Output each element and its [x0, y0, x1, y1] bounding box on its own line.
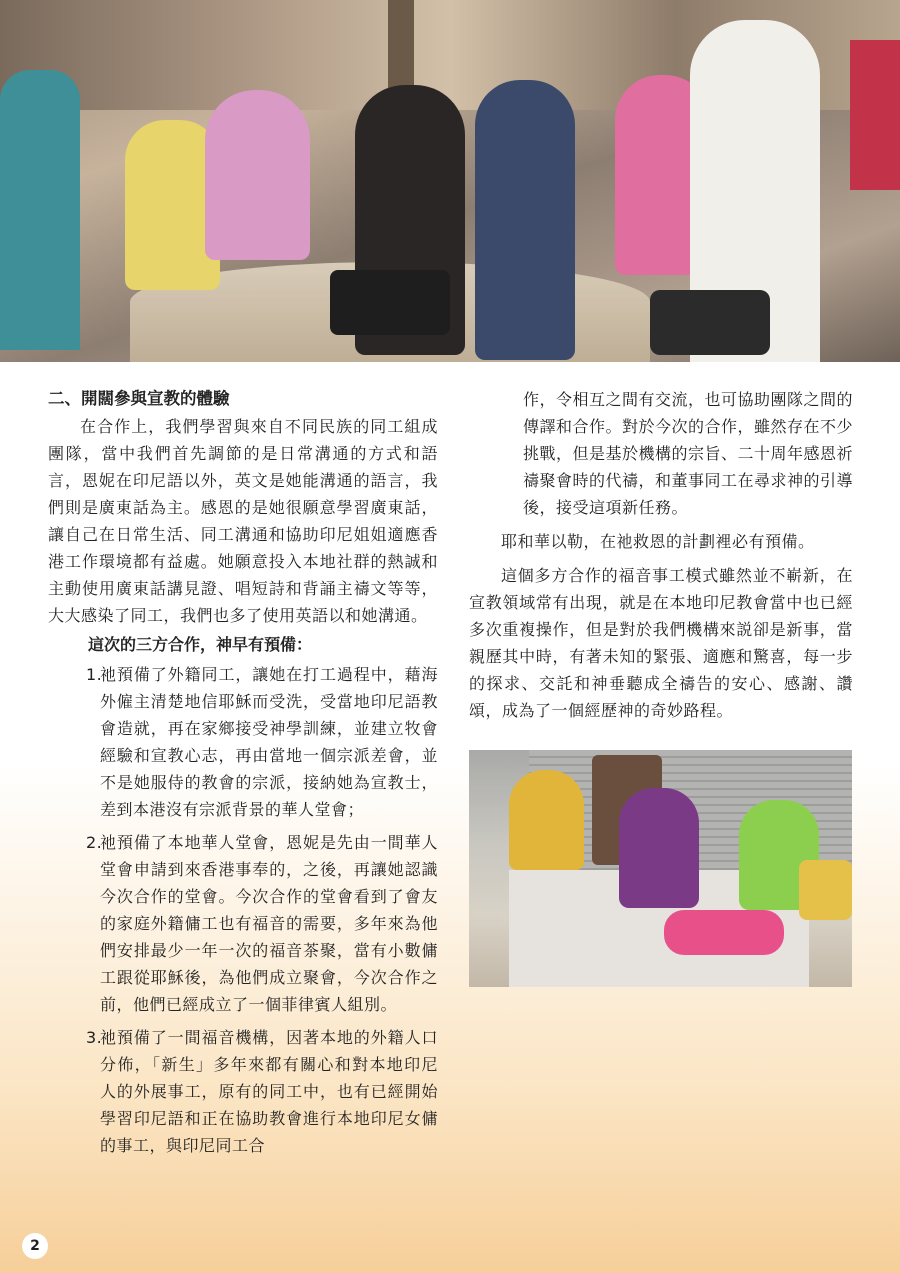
intro-paragraph: 在合作上，我們學習與來自不同民族的同工組成團隊，當中我們首先調節的是日常溝通的方式和語言，恩妮在印尼語以外，英文是她能溝通的語言，我們則是廣東話為主。感恩的是她很願意學習廣東話，讓自己在日常生活、同工溝通和協助印尼姐姐適應香港工作環境都有益處。她願意投入本地社群的熱誠和主動使用廣東話講見證、唱短詩和背誦主禱文等等，大大感染了同工，我們也多了使用英語以和她溝通。	[48, 417, 438, 625]
list-item-text: 祂預備了外籍同工，讓她在打工過程中，藉海外僱主清楚地信耶穌而受洗，受當地印尼語教會造就，再在家鄉接受神學訓練，並建立牧會經驗和宣教心志，再由當地一個宗派差會，並不是她服侍的教會的宗派，接納她為宣教士，差到本港沒有宗派背景的華人堂會；	[100, 665, 438, 819]
photo-person-pink-hijab	[205, 90, 310, 260]
photo-yellow-bag	[799, 860, 852, 920]
left-column	[48, 386, 438, 1165]
right-column	[469, 386, 853, 724]
photo-handbag	[330, 270, 450, 335]
list-number: 2.	[86, 833, 103, 852]
photo-woman-yellow-hijab	[509, 770, 584, 870]
photo-handbag-right	[650, 290, 770, 355]
page-number: 2	[22, 1233, 48, 1259]
bottom-photo	[469, 750, 852, 987]
subheading: 這次的三方合作，神早有預備：	[88, 635, 313, 654]
list-number: 3.	[86, 1028, 103, 1047]
top-photo	[0, 0, 900, 362]
list-item-text: 祂預備了一間福音機構，因著本地的外籍人口分佈，「新生」多年來都有關心和對本地印尼人的外展事工，原有的同工中，也有已經開始學習印尼語和正在協助教會進行本地印尼女傭的事工，與印尼同工合	[100, 1028, 438, 1155]
list-item-1	[86, 661, 438, 823]
closing-paragraph: 這個多方合作的福音事工模式雖然並不嶄新，在宣教領域常有出現，就是在本地印尼教會當中也已經多次重複操作，但是對於我們機構來説卻是新事，當親歷其中時，有著未知的緊張、適應和驚喜，每一步的探求、交託和神垂聽成全禱告的安心、感謝、讚頌，成為了一個經歷神的奇妙路程。	[469, 566, 853, 720]
photo-pink-pants	[664, 910, 784, 955]
list-number: 1.	[86, 665, 103, 684]
list-item-2	[86, 829, 438, 1018]
list-item-text: 祂預備了本地華人堂會，恩妮是先由一間華人堂會申請到來香港事奉的，之後，再讓她認識今次合作的堂會。今次合作的堂會看到了會友的家庭外籍傭工也有福音的需要，多年來為他們安排最少一年一次的福音茶聚，當有小數傭工跟從耶穌後，為他們成立聚會，今次合作之前，他們已經成立了一個菲律賓人組別。	[100, 833, 438, 1014]
photo-person-right	[850, 40, 900, 190]
list-item-3	[86, 1024, 438, 1159]
photo-person-center	[475, 80, 575, 360]
short-paragraph: 耶和華以勒，在祂救恩的計劃裡必有預備。	[501, 532, 815, 551]
photo-woman-purple-hijab	[619, 788, 699, 908]
photo-person-left	[0, 70, 80, 350]
list-item-3-continued: 作，令相互之間有交流，也可協助團隊之間的傳譯和合作。對於今次的合作，雖然存在不少挑戰，但是基於機構的宗旨、二十周年感恩祈禱聚會時的代禱，和董事同工在尋求神的引導後，接受這項新任務。	[523, 390, 854, 517]
section-heading: 二、開闊參與宣教的體驗	[48, 389, 230, 408]
